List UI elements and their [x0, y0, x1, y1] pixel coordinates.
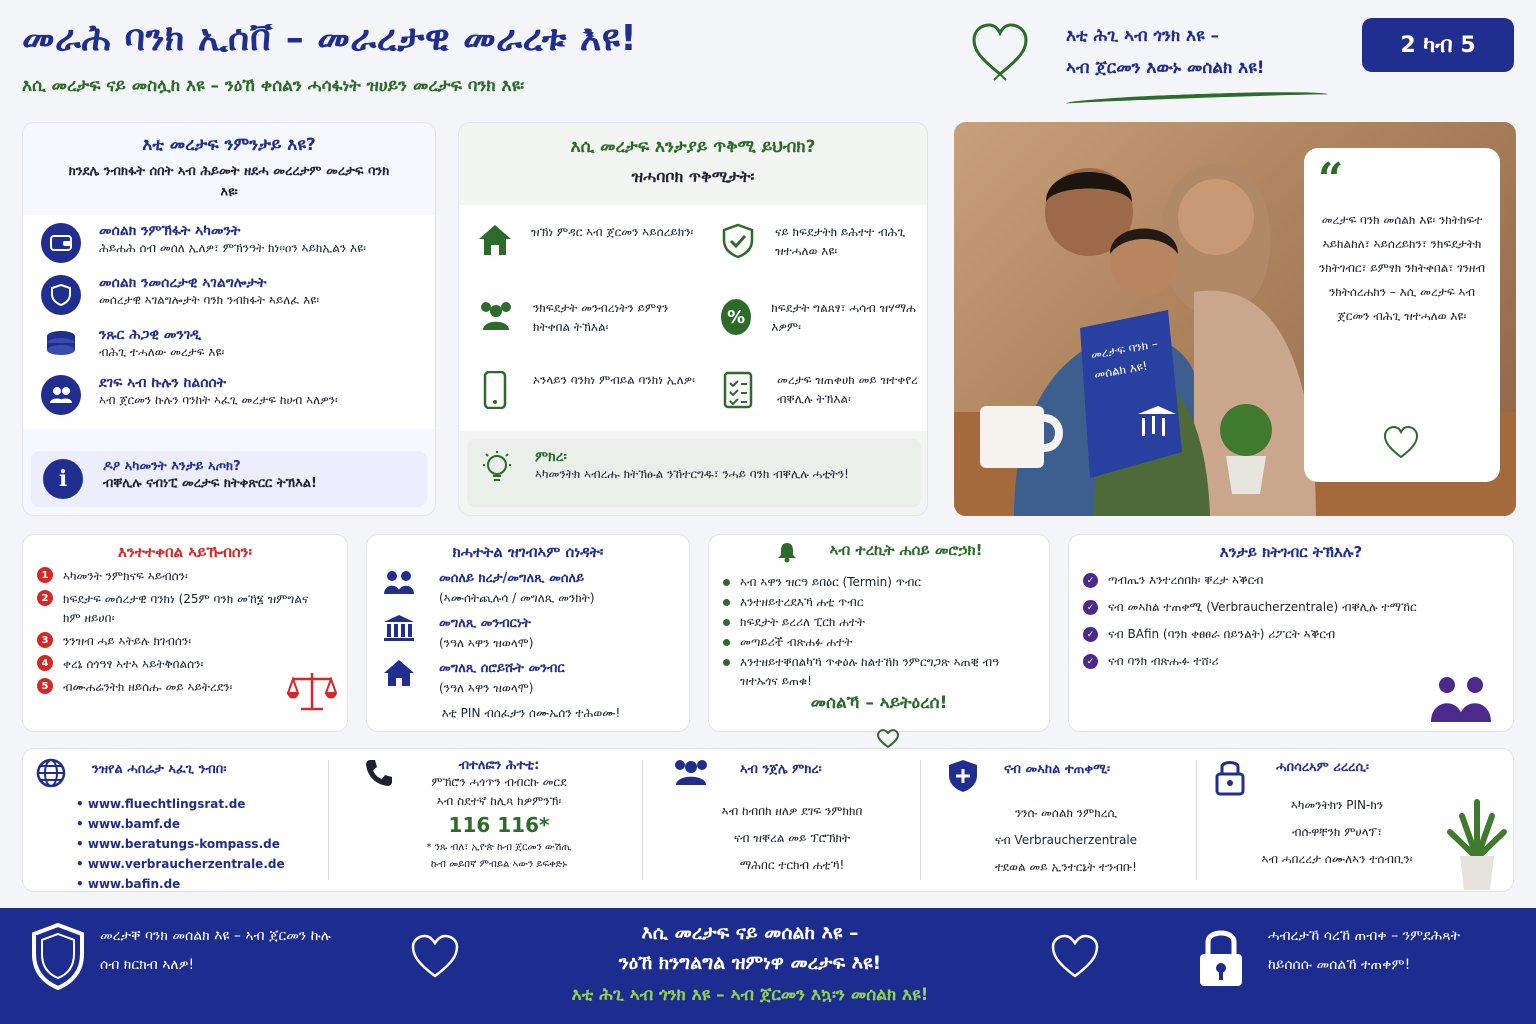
- contact-local: [672, 758, 912, 879]
- help-item: ✓ ናብ BAfin (ባንክ ቀፀፀራ በይንልት) ሪፖርት ኣቕርብ: [1083, 625, 1501, 644]
- document-desc: (ንዓለ ኣዋን ዝወላሞ): [439, 636, 534, 650]
- checklist-icon: [723, 371, 753, 413]
- problem-item: [723, 573, 1037, 592]
- local-title: ኣብ ንጀሌ ምክረ፡: [740, 762, 822, 777]
- slogan-line-1: እቲ ሕጊ ኣብ ጎንክ እዩ –: [1066, 26, 1220, 46]
- tip-label: ምክረ፡: [535, 449, 567, 465]
- rights-item: 2 ክፍደታፍ መሰረታዊ ባንክነ (25ም ባንክ መኸ፮ ዝምግልና ክም ዘይሀበ፡: [37, 590, 317, 628]
- help-card: [1068, 534, 1514, 732]
- consumer-title: ናብ መኣከል ተጠቀሚ፡: [1004, 762, 1111, 777]
- website-link-text[interactable]: www.verbraucherzentrale.de: [87, 857, 285, 871]
- benefit-text: ናይ ክፍደታትክ ይሕተተ ብሕጊ ዝተሓለወ እዩ፡: [775, 225, 906, 258]
- booklet-title: መረታፍ ባንክ – መሰልክ እዩ!: [1089, 336, 1159, 382]
- local-line: ናብ ዝቐረል መይ ፕሮኽክት: [733, 831, 851, 845]
- problem-item: [723, 633, 1037, 652]
- why-item: [41, 275, 421, 315]
- benefit-item: [723, 371, 923, 413]
- problem-card: [708, 534, 1050, 732]
- help-item-text: ናብ ባንክ ብጽሑፉ ተሸ፡ሪ: [1108, 654, 1219, 668]
- website-link-text[interactable]: www.bamf.de: [87, 817, 180, 831]
- phone-handset-icon: [364, 758, 394, 792]
- help-item-text: ናብ መኣከል ተጠቀሚ (Verbraucherzentrale) ብቐሊሉ ተማኸር: [1108, 600, 1417, 614]
- footer-center-line1: እሲ መረታፍ ናይ መሰልከ እዩ –: [641, 922, 859, 944]
- why-card-intro: ክንደሌ ንብክፋት ሰበት ኣብ ሕይመት ዘደሓ መረረታም መረታፍ ባንክ እዩ፡: [68, 164, 390, 200]
- help-item: ✓ ናብ መኣከል ተጠቀሚ (Verbraucherzentrale) ብቐሊሉ ተማኸር: [1083, 598, 1501, 617]
- documents-title: ክሓተትል ዝገብኣም ሰነዳት፡: [452, 543, 604, 561]
- rights-item: 3 ንንዝብ ሓይ ኣትይሉ ክገብሰን፡: [37, 632, 337, 651]
- phone-line: ኣብ ስደተኛ ከሊጻ ክዎምንኽ፡: [436, 794, 562, 808]
- website-link-text[interactable]: www.beratungs-kompass.de: [87, 837, 280, 851]
- website-link[interactable]: • www.fluechtlingsrat.de: [76, 797, 246, 811]
- benefit-text: ክፍደታት ግልጸፃ፣ ሓሳብ ዝሃማሐ እዎም፡: [771, 301, 916, 334]
- footer-banner: [0, 908, 1536, 1024]
- why-item-desc: ኣብ ጀርመን ኩሉን ባንከት ኣፈጊ መረታፍ ከሀብ ኣለዎን፡: [99, 393, 338, 407]
- info-icon: i: [43, 459, 83, 499]
- website-link[interactable]: • www.bafin.de: [76, 877, 181, 891]
- phone-note: ኩብ መይበኛ ምብይል ኣውን ይፍቀድኑ: [430, 859, 568, 870]
- rights-item-text: ንንዝብ ሓይ ኣትይሉ ክገብሰን፡: [63, 634, 192, 648]
- consumer-shield-icon: [946, 758, 980, 798]
- problem-item: [723, 593, 1037, 612]
- help-item: ✓ ናብ ባንክ ብጽሑፉ ተሸ፡ሪ: [1083, 652, 1501, 671]
- consumer-line: ተደወል መይ ኢንተርኔት ተንብቡ!: [995, 860, 1137, 874]
- advisors-icon: [1429, 675, 1493, 727]
- id-people-icon: [383, 569, 415, 599]
- why-item-title: ደገፍ ኣብ ኩሉን ከልሰሰት: [99, 375, 227, 391]
- quote-mark: “: [1318, 154, 1344, 205]
- website-link[interactable]: • www.beratungs-kompass.de: [76, 837, 280, 851]
- benefits-card: [458, 122, 928, 516]
- website-link[interactable]: • www.bamf.de: [76, 817, 180, 831]
- problem-item-text: እንተዘይተቐበልካኻ ጥቀዕሉ ከልተኸክ ንምርግጋጽ ኣጠቒ ብዓ ዝተኡጎና ይጠቁ!: [740, 655, 1000, 688]
- phone-note: * ንጹ ብለ፣ ኢዮጵ ኩብ ጀርመን ውሽጢ: [426, 842, 572, 853]
- plant-icon: [1446, 798, 1508, 896]
- tip-text: ኣካመንትክ ኣብረሑ ክትኽፁል ንኸተርግዱ፣ ንሓይ ባንክ ብቐሊሉ ሓቲትን!: [535, 467, 849, 481]
- contact-consumer: [946, 758, 1186, 881]
- benefits-title: እሲ መረታፍ እንታያይ ጥቅሚ ይህብክ?: [570, 137, 816, 157]
- problem-item-text: እንተዘይተረደእኻ ሐቲ ጥብር: [740, 595, 864, 609]
- phone-icon: [483, 371, 507, 413]
- why-item-desc: መሰረታዊ ኣገልግሎታት ባንክ ንብክፋት ኣይለፈ እዩ፡: [99, 293, 320, 307]
- why-item: [41, 375, 421, 415]
- websites-title: ንዝየል ሓበሬታ ኣፈጊ ንብበ፡: [92, 762, 227, 777]
- document-item: [383, 659, 679, 698]
- benefit-item: [477, 299, 707, 337]
- header-slogan: [1066, 20, 1265, 84]
- benefit-text: መረታፍ ዝጠቀሀክ መይ ዝተቀየረ ብቐሊሉ ትኽእል፡: [777, 373, 918, 406]
- help-item-text: ናብ BAfin (ባንክ ቀፀፀራ በይንልት) ሪፖርት ኣቕርብ: [1108, 627, 1336, 641]
- rights-title: እንተተቀበል ኣይኹብሰን፡: [117, 543, 253, 561]
- help-item: ✓ ጣብጤን እንተረሰበክ፡ ቐረታ ኣቕርብ: [1083, 571, 1501, 590]
- heart-icon: [410, 932, 460, 986]
- problem-item: [723, 613, 1037, 632]
- problem-item-text: ክፍደታት ይረሪለ ፒርክ ሐተት: [740, 615, 866, 629]
- phone-number[interactable]: 116 116*: [448, 813, 550, 837]
- document-title: መግለጺ መንብርነት: [439, 616, 531, 631]
- consumer-line: ናብ Verbraucherzentrale: [994, 833, 1138, 847]
- website-link-text[interactable]: www.fluechtlingsrat.de: [87, 797, 246, 811]
- documents-card: [366, 534, 690, 732]
- people-icon: [41, 375, 81, 415]
- local-line: ኣብ ከብበክ ዘለዎ ደገፍ ንምክክበ: [721, 804, 863, 818]
- help-item-text: ጣብጤን እንተረሰበክ፡ ቐረታ ኣቕርብ: [1108, 573, 1264, 587]
- rights-item-text: ኣካመንት ንምክናፍ ኣይብሰን፡: [63, 569, 188, 583]
- footer-shield-icon: [30, 922, 86, 996]
- page-title: መራሕ ባንክ ኢሰቨ – መራረታዊ መራረቱ እዩ!: [22, 18, 638, 59]
- phone-line: ምኽሮን ሓጎጥን ብብርኩ መርደ: [431, 775, 567, 789]
- phone-title: ብተለፎን ሕተቲ:: [458, 758, 540, 773]
- percent-icon: %: [721, 299, 751, 335]
- security-title: ሓበሳረኣም ሪረረሲ፡: [1276, 760, 1369, 775]
- tip-box: [467, 439, 921, 507]
- rights-item-text: ክፍደታፍ መሰረታዊ ባንክነ (25ም ባንክ መኸ፮ ዝምግልና ክም ዘይሀበ፡: [63, 592, 309, 625]
- benefit-text: ዝኽነ ምዳር ኣብ ጀርመን ኣይሰረይክን፡: [531, 225, 694, 239]
- rights-item-text: ቀረኔ ሰጎዓፃ ኣተኣ ኣይትቅበልሰን፡: [63, 657, 204, 671]
- why-item-title: ንጹር ሕጋዊ መንገዲ: [99, 327, 202, 343]
- why-item-title: መሰልክ ንመሰረታዊ ኣገልግሎታት: [99, 275, 267, 291]
- problem-footer: መሰልኻ – ኣይትዕረሰ!: [810, 693, 948, 713]
- footer-center-line3: እቲ ሕጊ ኣብ ጎንክ እዩ – ኣብ ጀርመን እኳ፡ን መሰልክ እዩ!: [571, 985, 929, 1005]
- security-line: ኣካመንትክን PIN-ክን: [1290, 798, 1384, 812]
- help-title: እንታይ ክትገብር ትኽእሉ?: [1219, 543, 1363, 561]
- document-desc: (ንዓለ ኣዋን ዝወላሞ): [439, 681, 534, 695]
- page-subtitle: እሲ መረታፍ ናይ መስሏከ እዩ – ንዕኸ ቀሰልን ሓሳፋነት ዝሀይን መረታፍ ባንክ እዩ፡: [22, 76, 525, 96]
- problem-item-text: ኣብ ኣዋን ዝርዓ ይበዕር (Termin) ጥብር: [740, 575, 922, 589]
- shield-icon: [41, 275, 81, 315]
- benefits-subtitle: ዝሓባቦክ ጥቅሚታት፡: [631, 167, 755, 186]
- family-photo: [954, 122, 1516, 516]
- heart-icon: [1382, 424, 1420, 466]
- document-item: [383, 569, 679, 608]
- footer-left-text: መረታቐ ባንክ መሰልክ እዩ – ኣብ ጀርመን ኩሉ ሰብ ክርክብ ኣለዎ!: [100, 928, 331, 973]
- footer-right-text: ሓብረታኸ ሳረኸ ጠብቀ – ንምደሕጻት ከይሰሰሱ መሰልኸ ተጠቀም!: [1268, 928, 1461, 973]
- security-line: ኣብ ሓበረረታ ሰሙለኣን ተሰብቢን፡: [1261, 852, 1413, 866]
- why-item: [41, 327, 421, 363]
- why-card-title: እቲ መረታፍ ንምንታይ እዩ?: [142, 135, 316, 155]
- why-card: [22, 122, 436, 516]
- why-item-title: መሰልክ ንምኽፋት ኣካመንት: [99, 223, 241, 239]
- shield-check-icon: [721, 223, 755, 263]
- bell-icon: [776, 541, 798, 567]
- why-item: [41, 223, 421, 263]
- rights-item: 5 ብሙሐሬንትክ ዘይሰሑ መይ ኣይትረደን፡: [37, 678, 337, 697]
- why-item-desc: ሕይሐሕ ሰብ መሰለ ኢለዎ፣ ምኽንዓት ክነ፡፡ዐን ኣይክኢልን እዩ፡: [99, 241, 366, 255]
- website-link-text[interactable]: www.bafin.de: [87, 877, 181, 891]
- benefit-item: [721, 223, 921, 263]
- consumer-line: ንንሱ መሰልክ ንምክረሲ: [1014, 806, 1118, 820]
- house-icon: [383, 659, 415, 691]
- security-line: ብሱዋቸንክ ምሀላፕ፣: [1291, 825, 1383, 839]
- rights-item: 4 ቀረኔ ሰጎዓፃ ኣተኣ ኣይትቅበልሰን፡: [37, 655, 337, 674]
- documents-note: እቲ PIN ብሰፈታን ሰሙኤሰን ተሕወሙ!: [441, 706, 621, 720]
- heart-icon: [970, 20, 1030, 86]
- contact-websites: [36, 758, 326, 894]
- scales-icon: [287, 669, 337, 717]
- rights-item-text: ብሙሐሬንትክ ዘይሰሑ መይ ኣይትረደን፡: [63, 680, 233, 694]
- info-box: [31, 451, 427, 507]
- local-line: ማሕበር ተርክብ ሐቲኻ!: [739, 858, 845, 872]
- benefit-item: [477, 223, 697, 261]
- problem-item-text: መጣይሪች ብጽሐፉ ሐተት: [740, 635, 853, 649]
- contact-phone: [364, 758, 634, 873]
- quote-box: [1304, 148, 1500, 482]
- why-item-desc: ብሕጊ ተሓለው መረታፍ እዩ፡: [99, 345, 225, 359]
- slogan-line-2: ኣብ ጀርመን እውኑ መሰልክ እዩ!: [1066, 58, 1265, 78]
- heart-icon: [1050, 932, 1100, 986]
- home-icon: [477, 223, 513, 261]
- lightbulb-icon: [481, 449, 513, 493]
- problem-header: [709, 541, 1049, 567]
- problem-item: [723, 653, 1003, 691]
- benefit-item: [483, 371, 703, 413]
- problem-title: ኣብ ተረኪት ሐሰይ መሮኃክ!: [829, 541, 983, 559]
- info-desc: ብቐሊሉ ናብነፒ መረታፍ ክትቀጽርር ትኽእል!: [103, 476, 317, 491]
- wallet-icon: [41, 223, 81, 263]
- coins-icon: [41, 327, 81, 363]
- benefit-text: ንክፍደታት መንብረነትን ይምፃን ክትቀበል ትኽእል፡: [533, 301, 669, 334]
- info-title: ዶዖ ኣካመንት እንታይ ኣጦክ?: [103, 459, 241, 474]
- website-link[interactable]: • www.verbraucherzentrale.de: [76, 857, 285, 871]
- slogan-underline: [1066, 89, 1328, 108]
- contact-security: [1214, 756, 1440, 873]
- group-icon: [477, 299, 515, 335]
- quote-text: መረታፍ ባንክ መሰልክ እዩ፡ ንክትክፍተ ኣይክልከለ፣ ኣይሰረይክን፣ ንክፍደታትክ ንክትገብር፣ ይምፃክ ንክትቀበል፣ ገንዘብ ንክትሰረሐክን – እሲ መረታፍ ኣብ ጀርመን ብሕጊ ዝተሓለወ እዩ፡: [1319, 213, 1485, 323]
- document-item: [383, 614, 679, 653]
- benefit-text: ኦንላይን ባንክነ ምብይል ባንክነ ኢለዎ፡: [533, 373, 695, 387]
- globe-icon: [36, 758, 66, 792]
- rights-item: 1 ኣካመንት ንምክናፍ ኣይብሰን፡: [37, 567, 337, 586]
- page-badge: 2 ካብ 5: [1362, 18, 1514, 72]
- footer-lock-icon: [1196, 926, 1246, 994]
- document-desc: (ኣሙሰትጪሉሳ / መግለጺ መንክት): [439, 591, 595, 605]
- lock-icon: [1214, 756, 1246, 800]
- document-title: መግለጺ ሰሮይሹት መንብር: [439, 661, 565, 676]
- rights-card: [22, 534, 348, 732]
- building-icon: [383, 614, 415, 646]
- community-icon: [672, 758, 710, 790]
- footer-center-line2: ንዕኸ ክንግልግል ዝምነዋ መረታፍ እዩ!: [618, 952, 882, 974]
- benefit-item: [721, 299, 921, 337]
- document-title: መሰለይ ክረታ/መግለጺ መሰለይ: [439, 571, 585, 586]
